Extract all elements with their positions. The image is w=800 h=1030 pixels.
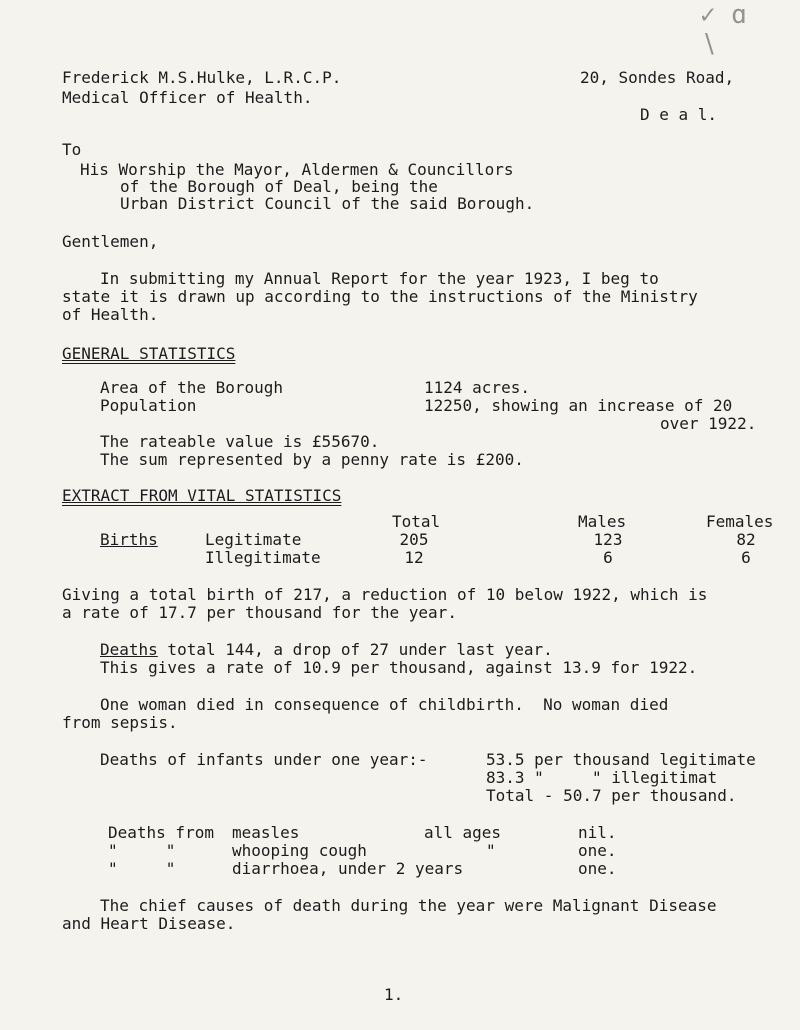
general-statistics-heading: GENERAL STATISTICS (62, 344, 236, 363)
row-females: 6 (741, 548, 751, 567)
births-summary-line-1: Giving a total birth of 217, a reduction of 10 below 1922, which is (62, 585, 708, 604)
addressee-line-1: His Worship the Mayor, Aldermen & Councillors (80, 160, 514, 179)
chief-causes-line-1: The chief causes of death during the year were Malignant Disease (100, 896, 717, 915)
row-label: Legitimate (205, 530, 302, 549)
disease-count: one. (578, 859, 617, 878)
col-total: Total (392, 512, 441, 531)
population-label: Population (100, 396, 197, 415)
col-females: Females (706, 512, 774, 531)
author-title: Medical Officer of Health. (62, 88, 313, 107)
disease-scope: " (486, 841, 496, 860)
intro-line-3: of Health. (62, 305, 159, 324)
deaths-line-1 (100, 640, 553, 660)
page-number: 1. (384, 985, 404, 1004)
stamp-mark: ✓ ɑ ∖ (700, 0, 747, 60)
disease-name: measles (232, 823, 300, 842)
to-label: To (62, 140, 82, 159)
infant-rate-legitimate: 53.5 per thousand legitimate (486, 750, 756, 769)
infant-rate-total: Total - 50.7 per thousand. (486, 786, 737, 805)
addressee-line-2: of the Borough of Deal, being the (120, 177, 438, 196)
chief-causes-line-2: and Heart Disease. (62, 914, 236, 933)
childbirth-line-1: One woman died in consequence of childbirth. No woman died (100, 695, 669, 714)
row-males: 123 (593, 530, 623, 549)
disease-prefix: " " (108, 841, 176, 860)
rateable-value: The rateable value is £55670. (100, 432, 380, 451)
disease-scope: all ages (424, 823, 502, 842)
disease-prefix: " " (108, 859, 176, 878)
row-label: Illegitimate (205, 548, 321, 567)
deaths-line-2: This gives a rate of 10.9 per thousand, against 13.9 for 1922. (100, 658, 698, 677)
infant-deaths-label: Deaths of infants under one year:- (100, 750, 428, 769)
address-street: 20, Sondes Road, (580, 68, 735, 87)
area-label: Area of the Borough (100, 378, 284, 397)
address-town: D e a l. (640, 105, 718, 124)
penny-rate: The sum represented by a penny rate is £200. (100, 450, 524, 469)
disease-name: diarrhoea, under 2 years (232, 859, 464, 878)
author-name: Frederick M.S.Hulke, L.R.C.P. (62, 68, 342, 87)
row-females: 82 (736, 530, 756, 549)
childbirth-line-2: from sepsis. (62, 713, 178, 732)
addressee-line-3: Urban District Council of the said Borough. (120, 194, 535, 213)
col-males: Males (578, 512, 627, 531)
salutation: Gentlemen, (62, 232, 159, 251)
row-males: 6 (603, 548, 613, 567)
disease-name: whooping cough (232, 841, 367, 860)
disease-prefix: Deaths from (108, 823, 214, 842)
disease-count: nil. (578, 823, 617, 842)
disease-count: one. (578, 841, 617, 860)
deaths-total-text: total 144, a drop of 27 under last year. (157, 640, 553, 659)
population-value-cont: over 1922. (660, 414, 757, 433)
intro-line-1: In submitting my Annual Report for the year 1923, I beg to (100, 269, 659, 288)
deaths-label: Deaths (100, 640, 158, 659)
row-total: 12 (404, 548, 424, 567)
intro-line-2: state it is drawn up according to the instructions of the Ministry (62, 287, 698, 306)
area-value: 1124 acres. (424, 378, 530, 397)
births-summary-line-2: a rate of 17.7 per thousand for the year. (62, 603, 457, 622)
vital-statistics-heading: EXTRACT FROM VITAL STATISTICS (62, 486, 342, 505)
row-total: 205 (399, 530, 429, 549)
infant-rate-illegitimate: 83.3 " " illegitimat (486, 768, 718, 787)
population-value: 12250, showing an increase of 20 (424, 396, 733, 415)
births-label: Births (100, 530, 158, 549)
